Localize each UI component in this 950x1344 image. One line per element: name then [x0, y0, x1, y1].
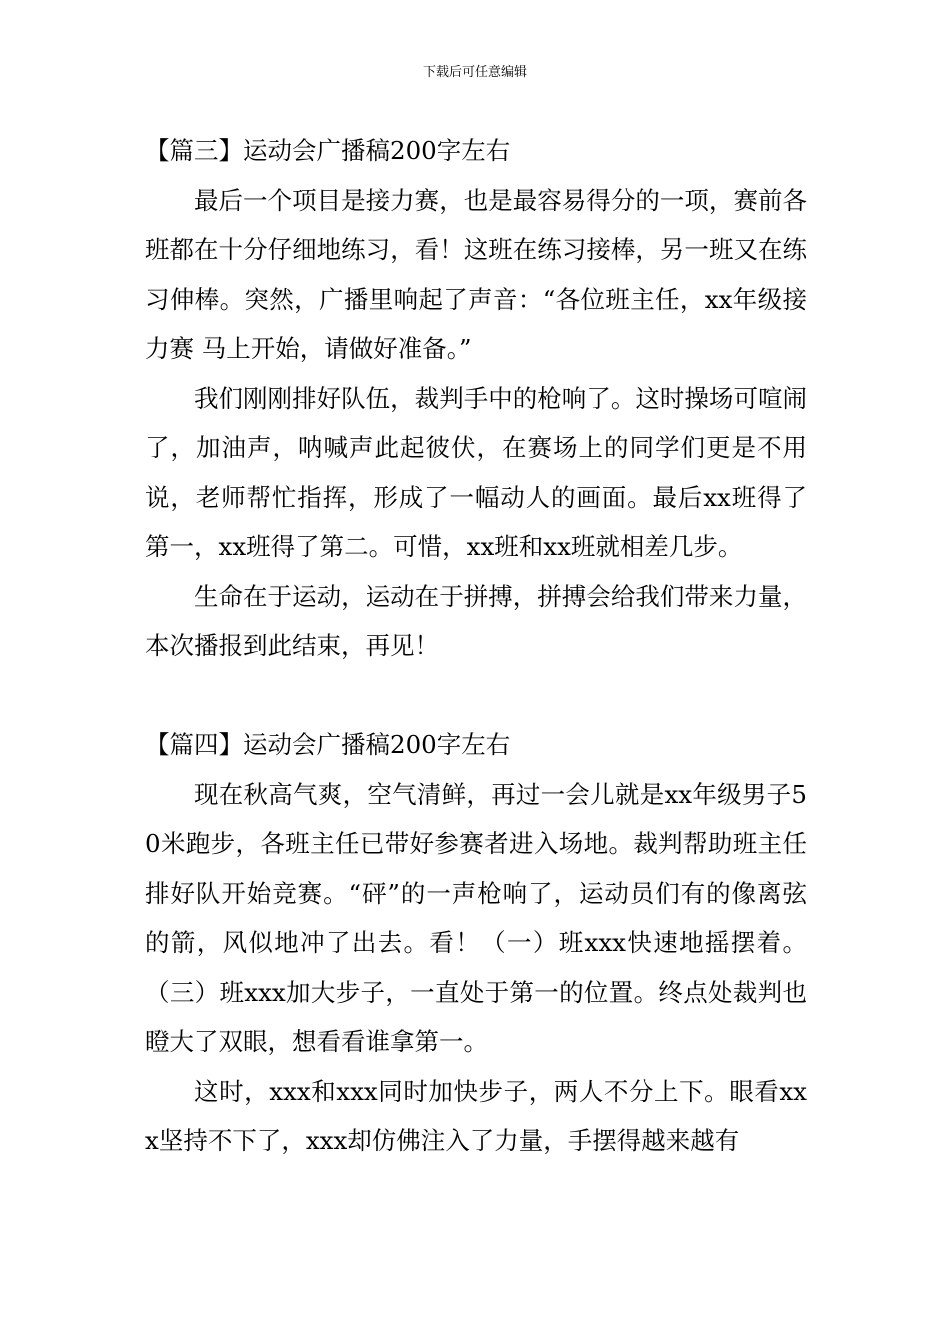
section-four-paragraph-2: 这时，xxx和xxx同时加快步子，两人不分上下。眼看xxx坚持不下了，xxx却仿佛注入了力量，手摆得越来越有	[145, 1076, 807, 1155]
section-three-title: 【篇三】运动会广播稿200字左右	[145, 136, 511, 165]
section-three-paragraph-1: 最后一个项目是接力赛，也是最容易得分的一项，赛前各班都在十分仔细地练习，看！这班在练习接棒，另一班又在练习伸棒。突然，广播里响起了声音：“各位班主任，xx年级接力赛 马上开始，请做好准备。”	[145, 185, 807, 363]
section-four-paragraph-1: 现在秋高气爽，空气清鲜，再过一会儿就是xx年级男子50米跑步，各班主任已带好参赛者进入场地。裁判帮助班主任排好队开始竞赛。“砰”的一声枪响了，运动员们有的像离弦的箭，风似地冲了出去。看！（一）班xxx快速地摇摆着。（三）班xxx加大步子，一直处于第一的位置。终点处裁判也瞪大了双眼，想看看谁拿第一。	[145, 779, 807, 1056]
header-note: 下载后可任意编辑	[422, 65, 527, 80]
section-spacer	[145, 671, 807, 721]
section-four	[145, 720, 807, 1166]
document-body	[145, 126, 807, 1166]
section-three-paragraph-2: 我们刚刚排好队伍，裁判手中的枪响了。这时操场可喧闹了，加油声，呐喊声此起彼伏，在赛场上的同学们更是不用说，老师帮忙指挥，形成了一幅动人的画面。最后xx班得了第一，xx班得了第二。可惜，xx班和xx班就相差几步。	[145, 383, 807, 561]
section-four-title: 【篇四】运动会广播稿200字左右	[145, 730, 511, 759]
section-three-paragraph-3: 生命在于运动，运动在于拼搏，拼搏会给我们带来力量，本次播报到此结束，再见！	[145, 581, 807, 660]
section-three	[145, 126, 807, 671]
